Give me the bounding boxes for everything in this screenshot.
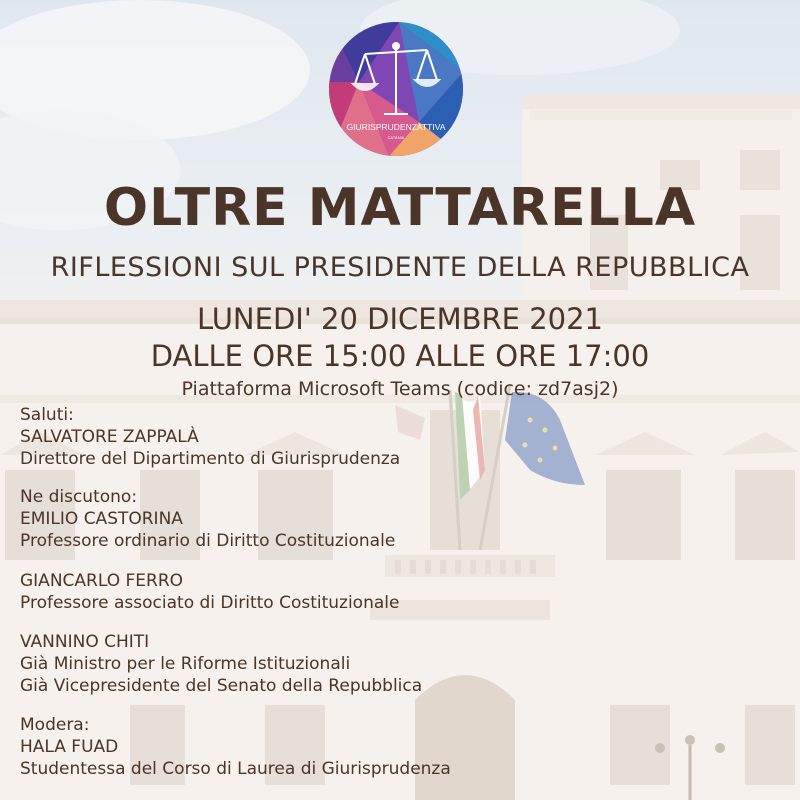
speaker-name: GIANCARLO FERRO [20, 571, 184, 591]
logo [329, 22, 463, 156]
section-label: Ne discutono: [20, 487, 138, 507]
logo-text: GIURISPRUDENZATTIVA [346, 122, 446, 132]
speaker-name: VANNINO CHITI [20, 632, 150, 652]
speaker-role: Già Ministro per le Riforme Istituzionali [20, 654, 351, 674]
logo-subtext: CATANIA [387, 135, 405, 140]
page-title: OLTRE MATTARELLA [103, 178, 697, 238]
speaker-role: Professore ordinario di Diritto Costituzionale [20, 531, 396, 551]
speaker-name: SALVATORE ZAPPALÀ [20, 427, 199, 447]
subtitle: RIFLESSIONI SUL PRESIDENTE DELLA REPUBBLICA [50, 252, 750, 283]
moderator-section [20, 714, 451, 780]
speaker-block [20, 570, 399, 614]
speaker-role: Già Vicepresidente del Senato della Repubblica [20, 676, 423, 696]
speaker-role: Direttore del Dipartimento di Giurisprudenza [20, 449, 401, 469]
event-time: DALLE ORE 15:00 ALLE ORE 17:00 [150, 339, 650, 373]
section-label: Saluti: [20, 405, 74, 425]
event-platform: Piattaforma Microsoft Teams (codice: zd7asj2) [181, 378, 619, 400]
event-date: LUNEDI' 20 DICEMBRE 2021 [196, 302, 603, 336]
section-label: Modera: [20, 715, 90, 735]
speaker-name: EMILIO CASTORINA [20, 509, 183, 529]
speaker-block [20, 631, 422, 697]
speaker-role: Professore associato di Diritto Costituzionale [20, 593, 400, 613]
speaker-role: Studentessa del Corso di Laurea di Giurisprudenza [20, 759, 451, 779]
speaker-name: HALA FUAD [20, 737, 119, 757]
discussants-section [20, 486, 395, 552]
greetings-section [20, 404, 400, 470]
